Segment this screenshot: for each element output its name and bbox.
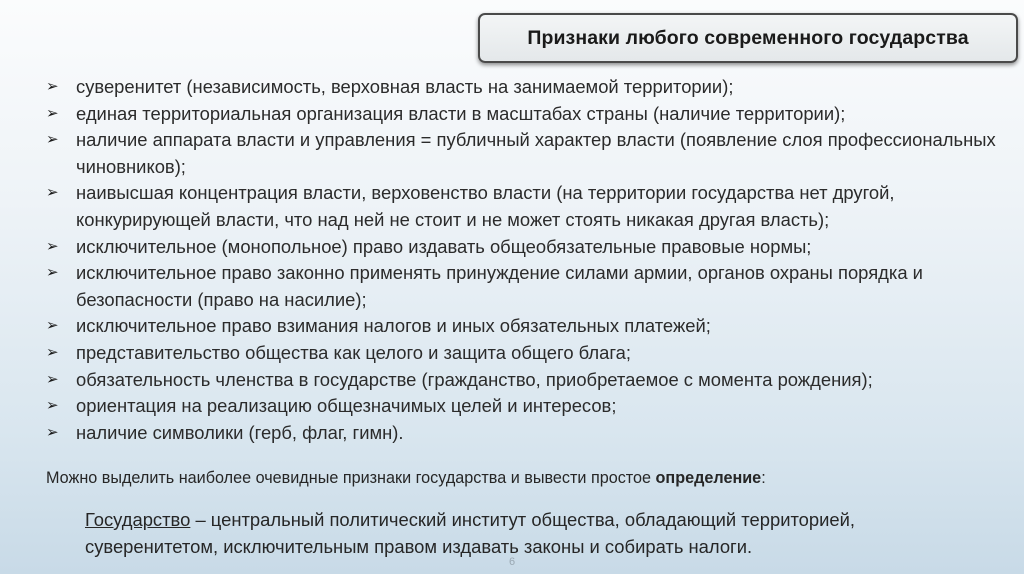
feature-text: представительство общества как целого и защита общего блага; xyxy=(76,341,631,363)
feature-text: наличие аппарата власти и управления = публичный характер власти (появление слоя профессиональных чиновников); xyxy=(76,129,996,177)
definition-term: Государство xyxy=(85,509,191,530)
arrow-bullet-icon: ➢ xyxy=(46,423,59,441)
definition-paragraph xyxy=(85,506,985,560)
definition-text: – центральный политический институт общества, обладающий территорией, суверенитетом, исключительным правом издавать законы и собирать налоги. xyxy=(85,509,856,557)
arrow-bullet-icon: ➢ xyxy=(46,237,59,255)
feature-text: исключительное (монопольное) право издавать общеобязательные правовые нормы; xyxy=(76,235,812,257)
feature-item xyxy=(46,101,996,128)
feature-text: обязательность членства в государстве (гражданство, приобретаемое с момента рождения); xyxy=(76,368,873,390)
summary-end: : xyxy=(761,469,766,487)
arrow-bullet-icon: ➢ xyxy=(46,317,59,335)
feature-text: ориентация на реализацию общезначимых целей и интересов; xyxy=(76,395,617,417)
slide-title: Признаки любого современного государства xyxy=(527,26,969,49)
feature-text: наличие символики (герб, флаг, гимн). xyxy=(76,421,404,443)
arrow-bullet-icon: ➢ xyxy=(46,184,59,202)
arrow-bullet-icon: ➢ xyxy=(46,264,59,282)
feature-item xyxy=(46,393,996,420)
arrow-bullet-icon: ➢ xyxy=(46,131,59,149)
feature-text: единая территориальная организация власти в масштабах страны (наличие территории); xyxy=(76,102,846,124)
arrow-bullet-icon: ➢ xyxy=(46,78,59,95)
feature-item xyxy=(46,420,996,447)
arrow-bullet-icon: ➢ xyxy=(46,343,59,361)
arrow-bullet-icon: ➢ xyxy=(46,370,59,388)
arrow-bullet-icon: ➢ xyxy=(46,397,59,415)
page-number: 6 xyxy=(508,556,516,568)
summary-bold-term: определение xyxy=(655,469,762,487)
feature-text: суверенитет (независимость, верховная власть на занимаемой территории); xyxy=(76,76,734,97)
summary-paragraph xyxy=(46,466,996,490)
feature-text: исключительное право взимания налогов и иных обязательных платежей; xyxy=(76,315,711,337)
slide-title-box xyxy=(478,13,1018,63)
features-list xyxy=(46,74,996,446)
arrow-bullet-icon: ➢ xyxy=(46,104,59,122)
feature-item xyxy=(46,340,996,367)
feature-item xyxy=(46,234,996,261)
feature-text: наивысшая концентрация власти, верховенство власти (на территории государства нет другой, конкурирующей власти, что над ней не стоит и не может стоять никакая другая власть); xyxy=(76,182,895,230)
feature-item xyxy=(46,367,996,394)
summary-text: Можно выделить наиболее очевидные признаки государства и вывести простое xyxy=(46,469,656,487)
feature-item xyxy=(46,313,996,340)
feature-text: исключительное право законно применять принуждение силами армии, органов охраны порядка и безопасности (право на насилие); xyxy=(76,262,923,310)
feature-item xyxy=(46,127,996,180)
feature-item xyxy=(46,180,996,233)
feature-item xyxy=(46,260,996,313)
feature-item xyxy=(46,74,996,101)
